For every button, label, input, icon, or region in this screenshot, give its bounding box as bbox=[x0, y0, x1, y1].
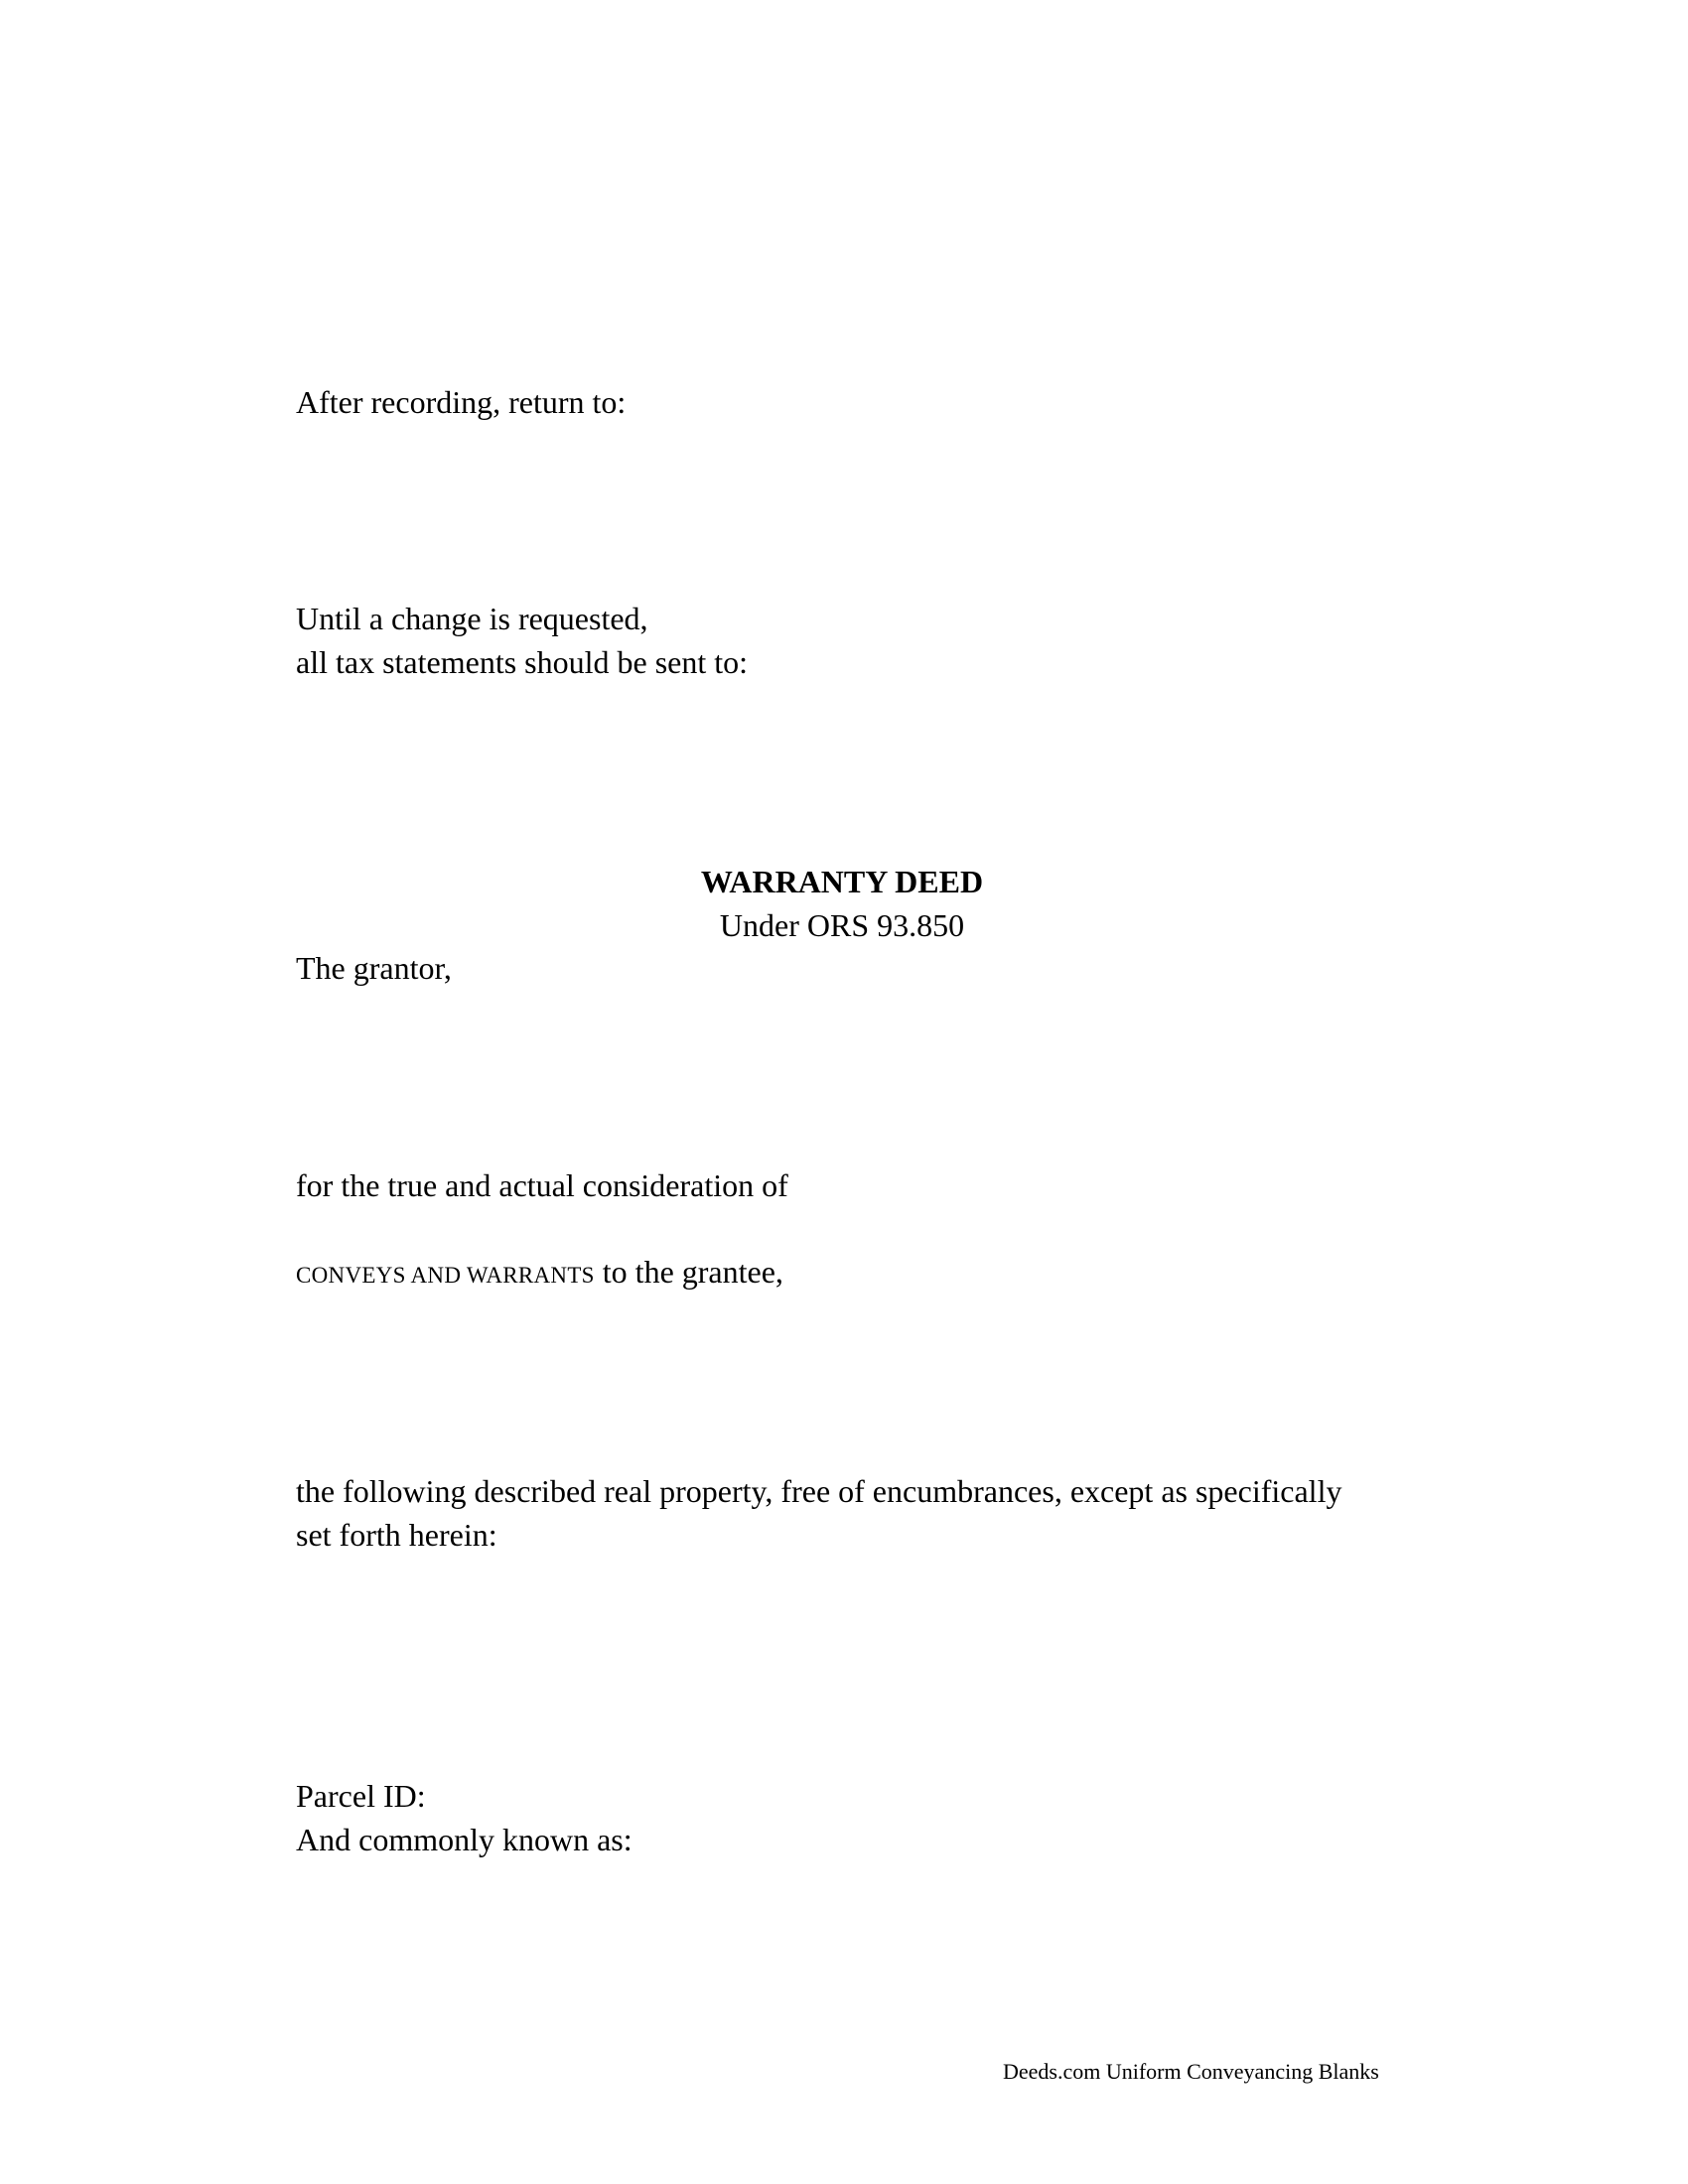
footer-text: Deeds.com Uniform Conveyancing Blanks bbox=[1003, 2059, 1379, 2084]
document-title: WARRANTY DEED bbox=[700, 864, 984, 899]
property-description-line-1: the following described real property, free of encumbrances, except as specifically bbox=[296, 1473, 1342, 1509]
conveys-line bbox=[296, 1250, 783, 1297]
to-the-grantee-text: to the grantee, bbox=[594, 1254, 783, 1290]
return-to-label: After recording, return to: bbox=[296, 384, 627, 420]
tax-statement-line-1: Until a change is requested, bbox=[296, 601, 648, 636]
document-subtitle: Under ORS 93.850 bbox=[719, 907, 965, 943]
grantor-label: The grantor, bbox=[296, 950, 452, 986]
conveys-and-warrants-text: CONVEYS AND WARRANTS bbox=[296, 1263, 595, 1288]
tax-statement-line-2: all tax statements should be sent to: bbox=[296, 644, 749, 680]
parcel-id-label: Parcel ID: bbox=[296, 1778, 426, 1814]
commonly-known-label: And commonly known as: bbox=[296, 1822, 633, 1857]
consideration-label: for the true and actual consideration of bbox=[296, 1167, 788, 1203]
property-description-line-2: set forth herein: bbox=[296, 1517, 497, 1553]
